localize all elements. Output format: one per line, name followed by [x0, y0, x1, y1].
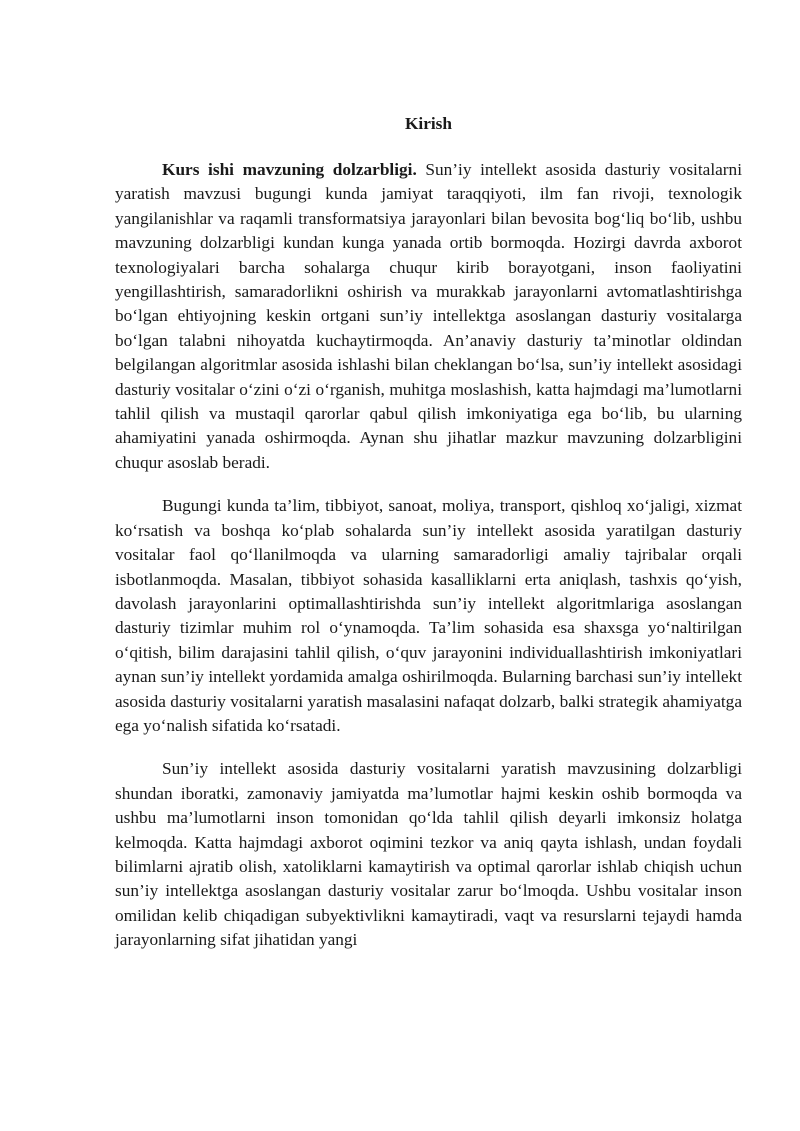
- paragraph-1: [115, 158, 742, 475]
- paragraph-lead: Kurs ishi mavzuning dolzarbligi.: [162, 160, 417, 179]
- paragraph-text: Bugungi kunda ta’lim, tibbiyot, sanoat, moliya, transport, qishloq xo‘jaligi, xizmat ko‘rsatish va boshqa ko‘plab sohalarda sun’iy intellekt asosida yaratilgan dasturiy vositalar faol qo‘llanilmoqda va ularning samaradorligi amaliy tajribalar orqali isbotlanmoqda. Masalan, tibbiyot sohasida kasalliklarni erta aniqlash, tashxis qo‘yish, davolash jarayonlarini optimallashtirishda sun’iy intellekt algoritmlariga asoslangan dasturiy tizimlar muhim rol o‘ynamoqda. Ta’lim sohasida esa shaxsga yo‘naltirilgan o‘qitish, bilim darajasini tahlil qilish, o‘quv jarayonini individuallashtirish imkoniyatlari aynan sun’iy intellekt yordamida amalga oshirilmoqda. Bularning barchasi sun’iy intellekt asosida dasturiy vositalarni yaratish masalasini nafaqat dolzarb, balki strategik ahamiyatga ega yo‘nalish sifatida ko‘rsatadi.: [115, 496, 742, 735]
- paragraph-text: Sun’iy intellekt asosida dasturiy vositalarni yaratish mavzusi bugungi kunda jamiyat taraqqiyoti, ilm fan rivoji, texnologik yangilanishlar va raqamli transformatsiya jarayonlari bilan bevosita bog‘liq bo‘lib, ushbu mavzuning dolzarbligi kundan kunga yanada ortib bormoqda. Hozirgi davrda axborot texnologiyalari barcha sohalarga chuqur kirib borayotgani, inson faoliyatini yengillashtirish, samaradorlikni oshirish va murakkab jarayonlarni avtomatlashtirishga bo‘lgan ehtiyojning keskin ortgani sun’iy intellektga asoslangan dasturiy vositalarga bo‘lgan talabni nihoyatda kuchaytirmoqda. An’anaviy dasturiy ta’minotlar oldindan belgilangan algoritmlar asosida ishlashi bilan cheklangan bo‘lsa, sun’iy intellekt asosidagi dasturiy vositalar o‘zini o‘zi o‘rganish, muhitga moslashish, katta hajmdagi ma’lumotlarni tahlil qilish va mustaqil qarorlar qabul qilish imkoniyatiga ega bo‘lib, bu ularning ahamiyatini yanada oshirmoqda. Aynan shu jihatlar mazkur mavzuning dolzarbligini chuqur asoslab beradi.: [115, 160, 742, 472]
- paragraph-2: [115, 494, 742, 738]
- document-body: [115, 112, 742, 953]
- paragraph-3: [115, 757, 742, 952]
- section-heading: Kirish: [404, 114, 453, 133]
- paragraph-text: Sun’iy intellekt asosida dasturiy vositalarni yaratish mavzusining dolzarbligi shundan iboratki, zamonaviy jamiyatda ma’lumotlar hajmi keskin oshib bormoqda va ushbu ma’lumotlarni inson tomonidan qo‘lda tahlil qilish deyarli imkonsiz holatga kelmoqda. Katta hajmdagi axborot oqimini tezkor va aniq qayta ishlash, undan foydali bilimlarni ajratib olish, xatoliklarni kamaytirish va optimal qarorlar ishlab chiqish uchun sun’iy intellektga asoslangan dasturiy vositalar zarur bo‘lmoqda. Ushbu vositalar inson omilidan kelib chiqadigan subyektivlikni kamaytiradi, vaqt va resurslarni tejaydi hamda jarayonlarning sifat jihatidan yangi: [115, 759, 742, 950]
